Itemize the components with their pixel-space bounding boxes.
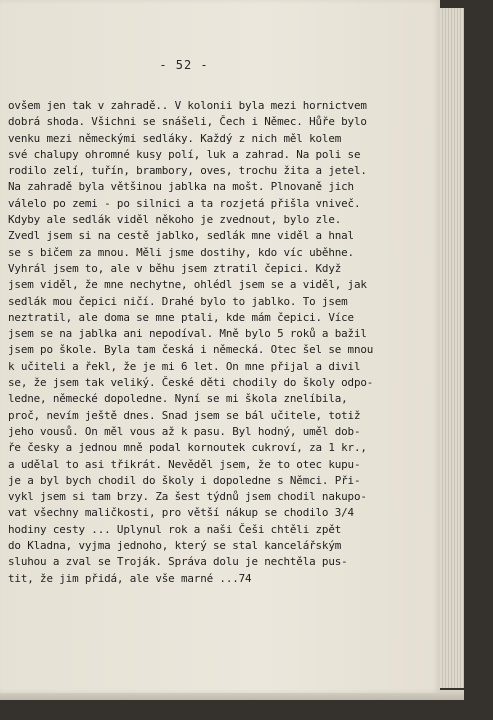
text-line: Kdyby ale sedlák viděl někoho je zvednout, bylo zle. bbox=[8, 213, 342, 227]
text-line: ře česky a jednou mně podal kornoutek cukroví, za 1 kr., bbox=[8, 441, 367, 455]
text-line: vat všechny maličkosti, pro větší nákup se chodilo 3/4 bbox=[8, 506, 354, 520]
text-line: venku mezi německými sedláky. Každý z nich měl kolem bbox=[8, 131, 342, 145]
text-line: k učiteli a řekl, že je mi 6 let. On mne přijal a divil bbox=[8, 359, 361, 373]
text-line: se, že jsem tak veliký. České děti chodily do školy odpo- bbox=[8, 376, 374, 390]
text-line: rodilo zelí, tuřín, brambory, oves, trochu žita a jetel. bbox=[8, 164, 367, 178]
text-line: jsem po škole. Byla tam česká i německá. Otec šel se mnou bbox=[8, 343, 374, 357]
text-line: jsem se na jablka ani nepodíval. Mně bylo 5 roků a bažil bbox=[8, 327, 367, 341]
text-line: sedlák mou čepici ničí. Drahé bylo to jablko. To jsem bbox=[8, 294, 348, 308]
text-line: Zvedl jsem si na cestě jablko, sedlák mne viděl a hnal bbox=[8, 229, 354, 243]
text-line: ovšem jen tak v zahradě.. V kolonii byla mezi hornictvem bbox=[8, 99, 367, 112]
text-line: neztratil, ale doma se mne ptali, kde mám čepici. Více bbox=[8, 310, 354, 324]
text-line: proč, nevím ještě dnes. Snad jsem se bál učitele, totiž bbox=[8, 408, 361, 422]
text-line: jsem viděl, že mne nechytne, ohlédl jsem se a viděl, jak bbox=[8, 278, 367, 292]
text-line: válelo po zemi - po silnici a ta rozjetá přišla vniveč. bbox=[8, 196, 361, 210]
text-line: jeho vousů. On měl vous až k pasu. Byl hodný, uměl dob- bbox=[8, 424, 361, 438]
text-line: a udělal to asi třikrát. Nevěděl jsem, že to otec kupu- bbox=[8, 457, 361, 471]
text-line: Na zahradě byla většinou jablka na mošt. Plnovaně jich bbox=[8, 180, 354, 194]
text-line: hodiny cesty ... Uplynul rok a naši Češi chtěli zpět bbox=[8, 522, 342, 536]
text-line: je a byl bych chodil do školy i dopoledne s Němci. Při- bbox=[8, 473, 361, 487]
text-line: své chalupy ohromné kusy polí, luk a zahrad. Na poli se bbox=[8, 147, 361, 161]
book-page-edges bbox=[440, 8, 464, 688]
text-line: do Kladna, vyjma jednoho, který se stal kancelářským bbox=[8, 539, 342, 553]
text-line: dobrá shoda. Všichni se snášeli, Čech i Němec. Hůře bylo bbox=[8, 115, 367, 129]
text-line: se s bičem za mnou. Měli jsme dostihy, kdo víc uběhne. bbox=[8, 245, 354, 259]
text-line: tit, že jim přidá, ale vše marné ...74 bbox=[8, 571, 252, 585]
text-line: vykl jsem si tam brzy. Za šest týdnů jsem chodil nakupo- bbox=[8, 490, 367, 504]
text-line: Vyhrál jsem to, ale v běhu jsem ztratil čepici. Když bbox=[8, 261, 342, 275]
page-number: - 52 - bbox=[159, 58, 209, 72]
body-text bbox=[8, 98, 428, 587]
text-line: sluhou a zval se Troják. Správa dolu je nechtěla pus- bbox=[8, 555, 348, 569]
text-line: ledne, německé dopoledne. Nyní se mi škola znelíbila, bbox=[8, 392, 348, 406]
